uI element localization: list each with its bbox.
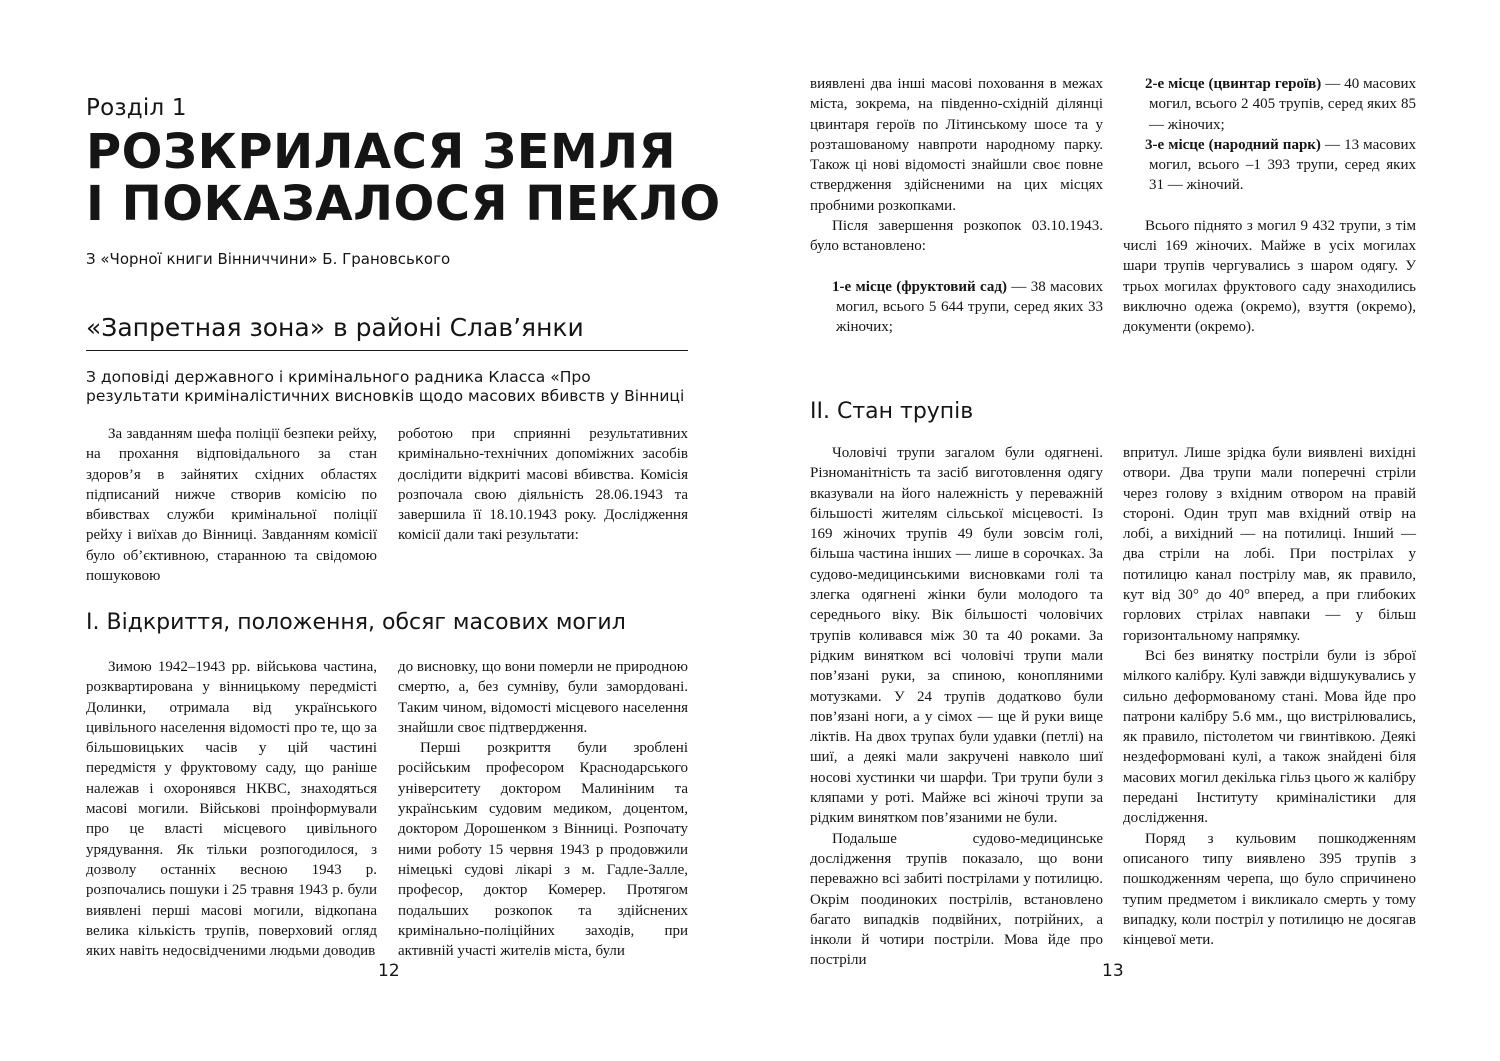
place-item-lead: 3-е місце (народний парк) — [1145, 136, 1321, 153]
section-one-column-2 — [398, 657, 688, 961]
chapter-source: З «Чорної книги Вінниччини» Б. Грановського — [86, 250, 451, 268]
place-item-1 — [810, 277, 1103, 338]
page-number: 12 — [378, 961, 400, 981]
paragraph: За завданням шефа поліції безпеки рейху, на прохання відповідального за стан здоров’я в зайнятих східних областях підписаний нижче створив комісію по вбивствах служби кримінальної поліції рейху і виїхав до Вінниці. Завданням комісії було об’єктивною, старанною та свідомою пошуковою — [86, 426, 377, 585]
report-intro: З доповіді державного і кримінального радника Класса «Про результати криміналістичних висновків щодо масових вбивств у Вінниці — [86, 368, 685, 405]
paragraph: Подальше судово-медицинське дослідження трупів показало, що вони переважно всі забиті пострілами у потилицю. Окрім поодиноких пострілів, встановлено багато випадків подвійних, потрійних, а інколи й чотири постріли. Мова йде про постріли — [810, 830, 1103, 969]
section-two-column-1 — [810, 443, 1103, 971]
chapter-title — [86, 126, 726, 230]
place-item-text: — 40 масових могил, всього 2 405 трупів, серед яких 85 — жіночих; — [1149, 76, 1416, 133]
place-item-lead: 2-е місце (цвинтар героїв) — [1145, 76, 1322, 92]
top-column-1 — [810, 74, 1103, 338]
paragraph: впритул. Лише зрідка були виявлені вихідні отвори. Два трупи мали поперечні стріли через голову з вхідним отвором на правій стороні. Один труп мав вхідний отвір на лобі, а вихідний — на потилиці. Інший — два стріли на лобі. При пострілах у потилицю канал пострілу мав, як правило, кут від 30° до 40° вперед, а при глибоких горлових стрілах навпаки — у більш горизонтальному напрямку. — [1123, 445, 1416, 644]
intro-column-2 — [398, 424, 688, 546]
paragraph: Поряд з кульовим пошкодженням описаного типу виявлено 395 трупів з пошкодженням черепа, що було спричинено тупим предметом і викликало смерть у тому випадку, коли постріл у потилицю не досягав кінцевої мети. — [1123, 830, 1416, 949]
section-one-column-1 — [86, 657, 377, 961]
place-item-3 — [1123, 135, 1416, 196]
paragraph: виявлені два інші масові поховання в межах міста, зокрема, на південно-східній ділянці цвинтаря героїв по Літинському шосе та у розташованому навпроти народному парку. Також ці нові відомості знайшли своє повне ствердження здійсненими на цих місцях пробними розкопками. — [810, 76, 1103, 214]
place-item-lead: 1-е місце (фруктовий сад) — [832, 278, 1007, 295]
paragraph: Всього піднято з могил 9 432 трупи, з тім числі 169 жіночих. Майже в усіх могилах шари трупів чергувались з шаром одягу. У трьох могилах фруктового саду знаходились виключно одежа (окремо), взуття (окремо), документи (окремо). — [1123, 217, 1416, 336]
section-two-column-2 — [1123, 443, 1416, 950]
place-item-text: — 38 масових могил, всього 5 644 трупи, серед яких 33 жіночих; — [836, 278, 1103, 336]
section-zone-heading: «Запретная зона» в районі Слав’янки — [86, 313, 688, 351]
spacer — [810, 257, 1103, 277]
intro-column-1 — [86, 424, 377, 586]
spacer — [1123, 196, 1416, 216]
paragraph: роботою при сприянні результативних кримінально-технічних допоміжних засобів дослідити відкриті масові вбивства. Комісія розпочала свою діяльність 28.06.1943 та завершила її 18.10.1943 року. Дослідження комісії дали такі результати: — [398, 426, 688, 544]
chapter-title-line-1: РОЗКРИЛАСЯ ЗЕМЛЯ — [86, 124, 677, 180]
paragraph: Після завершення розкопок 03.10.1943. було встановлено: — [810, 218, 1103, 255]
top-column-2 — [1123, 74, 1416, 338]
section-one-heading: I. Відкриття, положення, обсяг масових могил — [86, 610, 626, 635]
paragraph: Всі без винятку постріли були із зброї мілкого калібру. Кулі завжди відшукувались у сильно деформованому стані. Мова йде про патрони калібру 5.6 мм., що вистрілювались, як правило, пістолетом чи гвинтівкою. Деякі нездеформовані кулі, а також знайдені біля масових могил декілька гільз цього ж калібру передані Інституту криміналістики для дослідження. — [1123, 647, 1416, 827]
place-item-text: — 13 масових могил, всього –1 393 трупи, серед яких 31 — жіночий. — [1149, 136, 1416, 194]
paragraph: до висновку, що вони померли не природною смертю, а, без сумніву, були замордовані. Таким чином, відомості місцевого населення знайшли своє підтвердження. — [398, 659, 688, 736]
chapter-title-line-2: І ПОКАЗАЛОСЯ ПЕКЛО — [86, 176, 721, 232]
right-page — [750, 0, 1500, 1061]
chapter-label: Розділ 1 — [86, 95, 187, 121]
paragraph: Перші розкриття були зроблені російським професором Краснодарського університету доктором Малиніним та українським судовим медиком, доцентом, доктором Дорошенком з Вінниці. Розпочату ними роботу 15 червня 1943 р продовжили німецькі судові лікарі з м. Гадле-Залле, професор, доктор Комерер. Протягом подальших розкопок та здійснених кримінально-поліційних заходів, при активній участі жителів міста, були — [398, 740, 688, 960]
page-number: 13 — [1102, 961, 1124, 981]
place-item-2 — [1123, 74, 1416, 135]
section-two-heading: II. Стан трупів — [810, 399, 974, 424]
paragraph: Зимою 1942–1943 рр. військова частина, розквартирована у вінницькому передмісті Долинки, отримала від українського цивільного населення відомості про те, що за більшовицьких часів у цій частині передмістя у фруктовому саду, що раніше належав і охоронявся НКВС, знаходяться масові могили. Військові проінформували про це власті місцевого цивільного урядування. Як тільки розпогодилося, з дозволу останніх весною 1943 р. розпочались пошуки і 25 травня 1943 р. були виявлені перші масові могили, відкопана велика кількість трупів, поверховий огляд яких навіть недосвідченими людьми доводив — [86, 659, 377, 960]
paragraph: Чоловічі трупи загалом були одягнені. Різноманітність та засіб виготовлення одягу вказували на його належність у переважній більшості жителям сільської місцевості. Із 169 жіночих трупів 49 були зовсім голі, більша частина інших — лише в сорочках. За судово-медицинськими висновками голі та злегка одягнені жінки були молодого та середнього віку. Вік більшості чоловічих трупів коливався між 30 та 40 роками. За рідким винятком всі чоловічі трупи мали пов’язані руки, за спиною, конопляними мотузками. У 24 трупів додатково були пов’язані ноги, а у сімох — ще й руки вище ліктів. На двох трупах були удавки (петлі) на шиї, а деякі мали закручені навколо шиї носові хустинки чи шарфи. Три трупи були з кляпами у роті. Майже всі жіночі трупи за рідким винятком пов’язаними не були. — [810, 445, 1103, 827]
